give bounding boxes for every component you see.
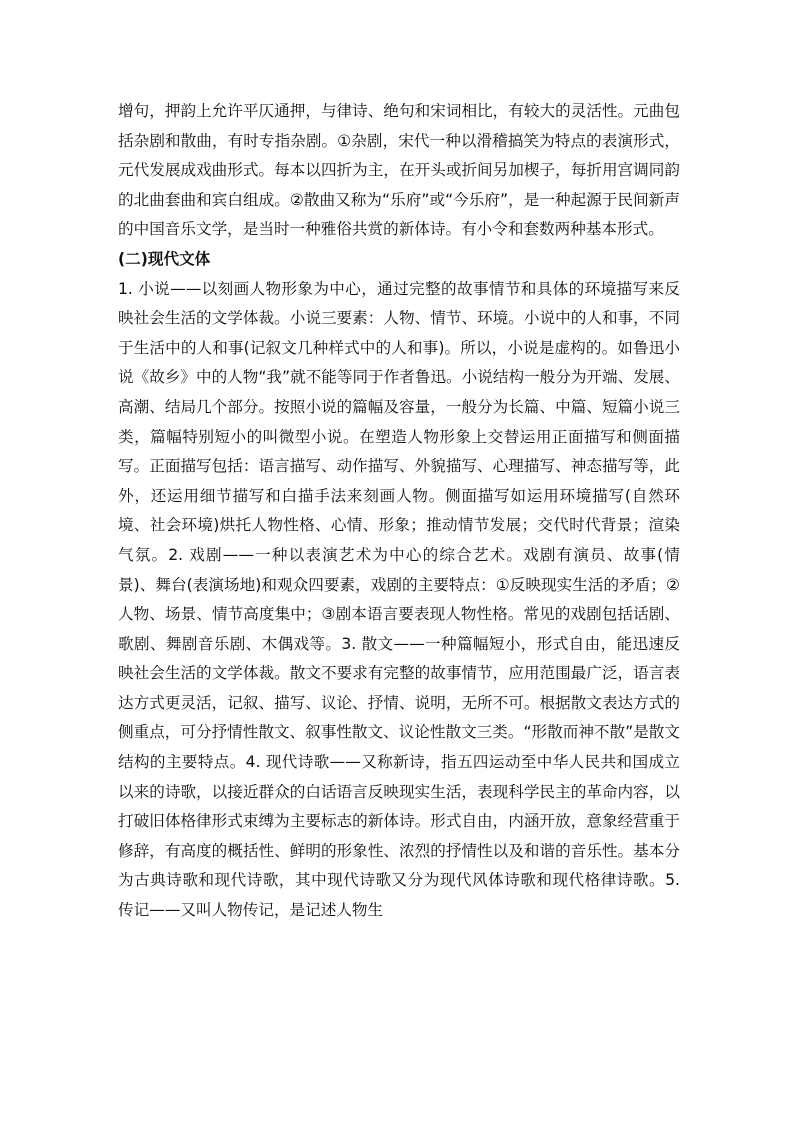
paragraph-modern-genres: 1. 小说——以刻画人物形象为中心，通过完整的故事情节和具体的环境描写来反映社会生活的文学体裁。小说三要素：人物、情节、环境。小说中的人和事，不同于生活中的人和事(记叙文几种样式中的人和事)。所以，小说是虚构的。如鲁迅小说《故乡》中的人物“我”就不能等同于作者鲁迅。小说结构一般分为开端、发展、高潮、结局几个部分。按照小说的篇幅及容量，一般分为长篇、中篇、短篇小说三类，篇幅特别短小的叫微型小说。在塑造人物形象上交替运用正面描写和侧面描写。正面描写包括：语言描写、动作描写、外貌描写、心理描写、神态描写等，此外，还运用细节描写和白描手法来刻画人物。侧面描写如运用环境描写(自然环境、社会环境)烘托人物性格、心情、形象；推动情节发展；交代时代背景；渲染气氛。2. 戏剧——一种以表演艺术为中心的综合艺术。戏剧有演员、故事(情景)、舞台(表演场地)和观众四要素，戏剧的主要特点：①反映现实生活的矛盾；②人物、场景、情节高度集中；③剧本语言要表现人物性格。常见的戏剧包括话剧、歌剧、舞剧音乐剧、木偶戏等。3. 散文——一种篇幅短小，形式自由，能迅速反映社会生活的文学体裁。散文不要求有完整的故事情节，应用范围最广泛，语言表达方式更灵活，记叙、描写、议论、抒情、说明，无所不可。根据散文表达方式的侧重点，可分抒情性散文、叙事性散文、议论性散文三类。“形散而神不散”是散文结构的主要特点。4. 现代诗歌——又称新诗，指五四运动至中华人民共和国成立以来的诗歌，以接近群众的白话语言反映现实生活，表现科学民主的革命内容，以打破旧体格律形式束缚为主要标志的新体诗。形式自由，内涵开放，意象经营重于修辞，有高度的概括性、鲜明的形象性、浓烈的抒情性以及和谐的音乐性。基本分为古典诗歌和现代诗歌，其中现代诗歌又分为现代风体诗歌和现代格律诗歌。5. 传记——又叫人物传记，是记述人物生: [118, 279, 680, 920]
document-page: [118, 97, 680, 926]
paragraph-yuanqu: 增句，押韵上允许平仄通押，与律诗、绝句和宋词相比，有较大的灵活性。元曲包括杂剧和散曲，有时专指杂剧。①杂剧，宋代一种以滑稽搞笑为特点的表演形式，元代发展成戏曲形式。每本以四折为主，在开头或折间另加楔子，每折用宫调同韵的北曲套曲和宾白组成。②散曲又称为“乐府”或“今乐府”，是一种起源于民间新声的中国音乐文学，是当时一种雅俗共赏的新体诗。有小令和套数两种基本形式。: [118, 102, 680, 239]
section-heading-modern-genres: (二)现代文体: [118, 249, 211, 268]
